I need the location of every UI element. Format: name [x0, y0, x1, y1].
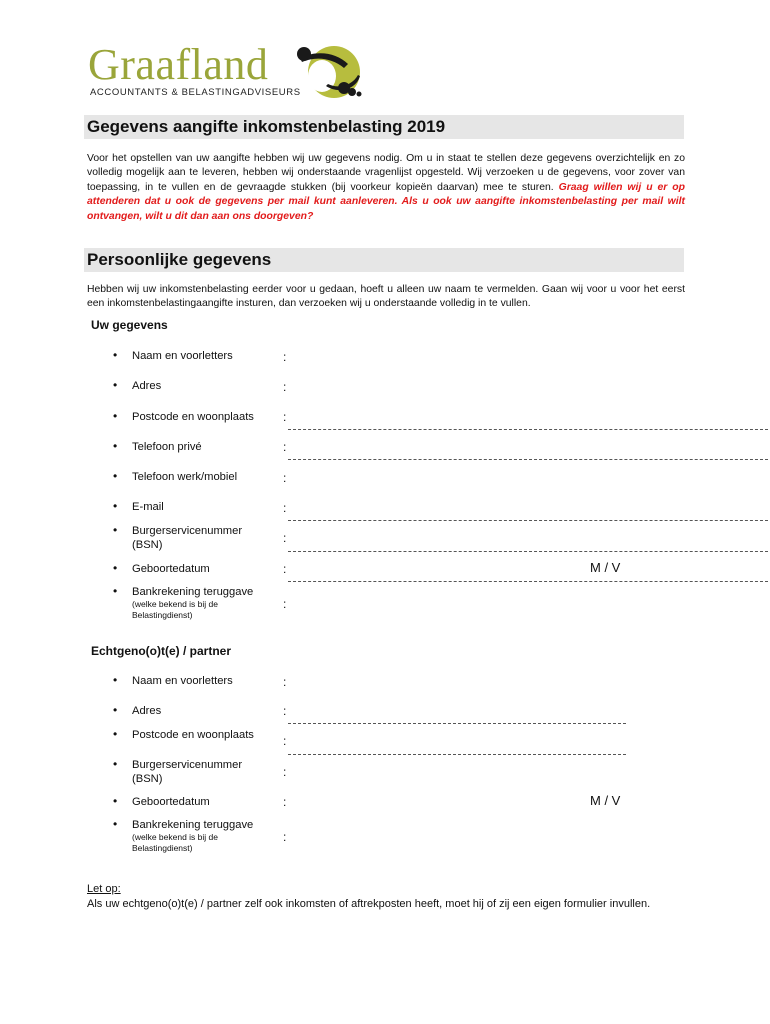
field-label-bsn [132, 524, 242, 552]
divider [288, 429, 768, 430]
field-colon: : [283, 765, 287, 779]
company-logo-name: Graafland [88, 40, 269, 89]
company-logo-icon [286, 42, 382, 105]
partner-label-bsn-line1: Burgerservicenummer [132, 759, 243, 771]
field-label-bankrekening-note1: (welke bekend is bij de [132, 599, 218, 609]
partner-label-adres: Adres [132, 705, 162, 717]
divider [288, 459, 768, 460]
note-text: Als uw echtgeno(o)t(e) / partner zelf ook inkomsten of aftrekposten heeft, moet hij of zij een eigen formulier invullen. [87, 898, 651, 910]
note-title: Let op: [87, 883, 121, 895]
field-colon: : [283, 380, 287, 394]
input-telefoon-werk[interactable] [290, 467, 768, 485]
field-label-bankrekening-main: Bankrekening teruggave [132, 586, 254, 598]
partner-label-naam: Naam en voorletters [132, 675, 233, 687]
field-label-telefoon-werk: Telefoon werk/mobiel [132, 471, 238, 483]
field-label-telefoon-prive: Telefoon privé [132, 441, 202, 453]
subheading-uw-gegevens: Uw gegevens [91, 318, 168, 332]
bullet: • [113, 703, 118, 717]
partner-label-bankrekening-main: Bankrekening teruggave [132, 819, 254, 831]
partner-label-bankrekening-note2: Belastingdienst) [132, 843, 193, 853]
field-label-bankrekening [132, 585, 253, 621]
bullet: • [113, 409, 118, 423]
field-colon: : [283, 531, 287, 545]
field-label-bsn-line2: (BSN) [132, 539, 163, 551]
divider [288, 520, 768, 521]
field-colon: : [283, 675, 287, 689]
field-label-email: E-mail [132, 501, 164, 513]
field-colon: : [283, 501, 287, 515]
section-heading-personal: Persoonlijke gegevens [84, 248, 684, 272]
partner-input-bankrekening[interactable] [290, 826, 630, 844]
field-label-naam: Naam en voorletters [132, 350, 233, 362]
input-adres[interactable] [290, 376, 768, 394]
partner-label-geboortedatum: Geboortedatum [132, 796, 210, 808]
page-title: Gegevens aangifte inkomstenbelasting 2019 [84, 115, 684, 139]
bullet: • [113, 469, 118, 483]
field-colon: : [283, 597, 287, 611]
bullet: • [113, 727, 118, 741]
input-email[interactable] [290, 497, 768, 515]
field-colon: : [283, 562, 287, 576]
divider [288, 551, 768, 552]
field-label-adres: Adres [132, 380, 162, 392]
partner-label-bankrekening-note1: (welke bekend is bij de [132, 832, 218, 842]
field-colon: : [283, 410, 287, 424]
bullet: • [113, 794, 118, 808]
company-logo-subtitle: ACCOUNTANTS & BELASTINGADVISEURS [90, 87, 301, 98]
intro-mail-notice: Graag willen wij u er op attenderen dat u ook de gegevens per mail kunt aanleveren. Als u ook uw aangifte inkomstenbelasting per mail wilt ontvangen, wilt u dit dan aan ons doorgeven? [87, 181, 685, 222]
field-colon: : [283, 830, 287, 844]
bullet: • [113, 348, 118, 362]
subheading-partner: Echtgeno(o)t(e) / partner [91, 644, 231, 658]
bullet: • [113, 817, 118, 831]
field-label-bsn-line1: Burgerservicenummer [132, 525, 243, 537]
divider [288, 581, 768, 582]
partner-label-bsn [132, 758, 242, 786]
bullet: • [113, 757, 118, 771]
divider [288, 754, 626, 755]
field-colon: : [283, 440, 287, 454]
field-label-bankrekening-note2: Belastingdienst) [132, 610, 193, 620]
partner-input-bsn[interactable] [290, 761, 630, 779]
field-colon: : [283, 795, 287, 809]
intro-paragraph [87, 152, 685, 224]
input-naam[interactable] [290, 346, 768, 364]
input-bsn[interactable] [290, 527, 768, 545]
partner-input-geboortedatum[interactable] [290, 791, 570, 809]
input-telefoon-prive[interactable] [290, 436, 768, 454]
partner-gender-select-mv[interactable]: M / V [590, 793, 621, 808]
field-colon: : [283, 350, 287, 364]
bullet: • [113, 673, 118, 687]
bullet: • [113, 378, 118, 392]
field-label-geboortedatum: Geboortedatum [132, 563, 210, 575]
input-geboortedatum[interactable] [290, 558, 580, 576]
partner-label-bankrekening [132, 818, 253, 854]
input-bankrekening[interactable] [290, 593, 768, 611]
field-colon: : [283, 704, 287, 718]
partner-input-adres[interactable] [290, 700, 630, 718]
bullet: • [113, 584, 118, 598]
bullet: • [113, 499, 118, 513]
intro-text: Voor het opstellen van uw aangifte hebben wij uw gegevens nodig. Om u in staat te stellen deze gegevens overzichtelijk en zo volledig mogelijk aan te leveren, hebben wij onderstaande vragenlijst opgesteld. Wij verzoeken u de gegevens, voor zover van toepassing, in te vullen en de gevraagde stukken (bij voorkeur kopieën daarvan) mee te sturen. [87, 153, 685, 193]
gender-select-mv[interactable]: M / V [590, 560, 621, 575]
personal-intro: Hebben wij uw inkomstenbelasting eerder voor u gedaan, hoeft u alleen uw naam te vermelden. Gaan wij voor u voor het eerst een inkomstenbelastingaangifte insturen, dan verzoeken wij u onderstaande volledig in te vullen. [87, 284, 685, 310]
note-block [87, 882, 687, 912]
divider [288, 723, 626, 724]
partner-input-postcode[interactable] [290, 730, 630, 748]
bullet: • [113, 523, 118, 537]
bullet: • [113, 561, 118, 575]
partner-label-postcode: Postcode en woonplaats [132, 729, 254, 741]
partner-label-bsn-line2: (BSN) [132, 773, 163, 785]
field-colon: : [283, 734, 287, 748]
partner-input-naam[interactable] [290, 671, 630, 689]
input-postcode[interactable] [290, 406, 768, 424]
field-label-postcode: Postcode en woonplaats [132, 411, 254, 423]
bullet: • [113, 439, 118, 453]
field-colon: : [283, 471, 287, 485]
